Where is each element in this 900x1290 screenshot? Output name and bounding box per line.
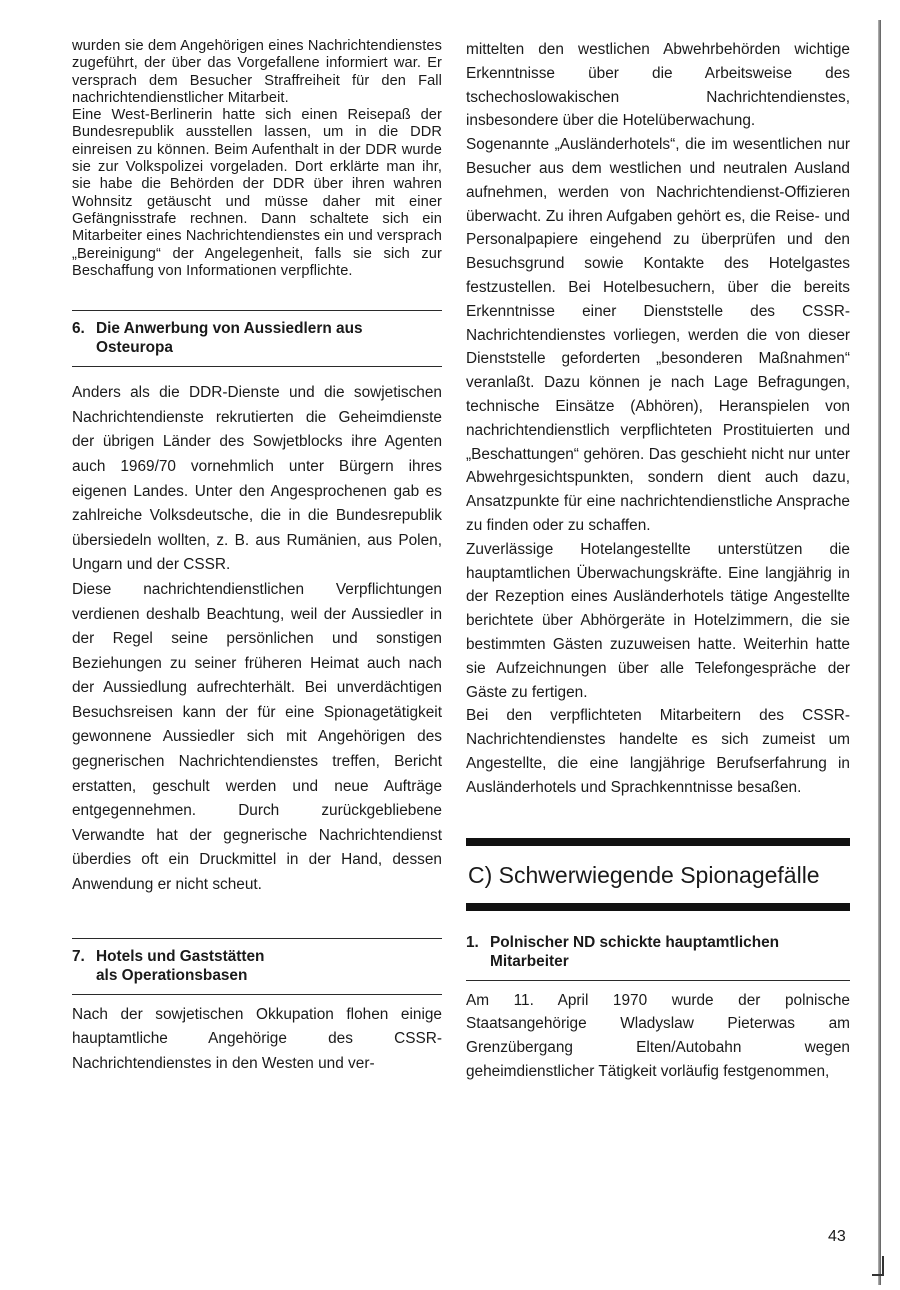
right-paragraph-1: mittelten den westlichen Abwehrbehörden wichtige Erkenntnisse über die Arbeitsweise des tschechoslowakischen Nachrichtendienstes, insbesondere über die Hotelüberwachung. — [466, 41, 850, 130]
left-column — [72, 38, 442, 1076]
section-6-paragraph-2: Diese nachrichtendienstlichen Verpflichtungen verdienen deshalb Beachtung, weil der Aussiedler in der Regel seine persönlichen und sonstigen Beziehungen zu seiner früheren Heimat auch nach der Aussiedlung aufrechterhält. Bei unverdächtigen Besuchsreisen kann der für eine Spionagetätigkeit gewonnene Aussiedler sich mit Angehörigen des gegnerischen Nachrichtendienstes treffen, Bericht erstatten, geschult werden und neue Aufträge entgegennehmen. Durch zurückgebliebene Verwandte hat der gegnerische Nachrichtendienst überdies oft ein Druckmittel in der Hand, dessen Anwendung er nicht scheut. — [72, 580, 442, 894]
chapter-title: C) Schwerwiegende Spionagefälle — [468, 861, 820, 888]
section-7-heading — [72, 947, 442, 985]
right-paragraph-4: Bei den verpflichteten Mitarbeitern des CSSR-Nachrichtendienstes handelte es sich zumeist um Angestellte, die eine langjährige Berufserfahrung in Ausländerhotels und Sprachkenntnisse besaßen. — [466, 707, 850, 796]
berlin-paragraph: Eine West-Berlinerin hatte sich einen Reisepaß der Bundesrepublik ausstellen lassen, um in die DDR einreisen zu können. Beim Aufenthalt in der DDR wurde sie zur Volkspolizei vorgeladen. Dort erklärte man ihr, sie habe die Behörden der DDR über ihren wahren Wohnsitz getäuscht und müsse daher mit einer Gefängnisstrafe rechnen. Dann schaltete sich ein Mitarbeiter eines Nachrichtendienstes ein und versprach „Bereinigung“ der Angelegenheit, falls sie sich zur Beschaffung von Informationen verpflichte. — [72, 107, 442, 279]
section-6-paragraph-1: Anders als die DDR-Dienste und die sowjetischen Nachrichtendienste rekrutierten die Geheimdienste der übrigen Länder des Sowjetblocks ihre Agenten auch 1969/70 vornehmlich unter Bürgern ihres eigenen Landes. Unter den Angesprochenen gab es zahlreiche Volksdeutsche, die in die Bundesrepublik übersiedeln wollten, z. B. aus Rumänien, aus Polen, Ungarn und der CSSR. — [72, 384, 442, 574]
section-7-paragraph-1: Nach der sowjetischen Okkupation flohen einige hauptamtliche Angehörige des CSSR-Nachrichtendienstes in den Westen und ver- — [72, 1005, 442, 1072]
intro-paragraph: wurden sie dem Angehörigen eines Nachrichtendienstes zugeführt, der über das Vorgefallene informiert war. Er versprach dem Besucher Straffreiheit für den Fall nachrichtendienstlicher Mitarbeit. — [72, 38, 442, 106]
right-paragraph-2: Sogenannte „Ausländerhotels“, die im wesentlichen nur Besucher aus dem westlichen und neutralen Ausland aufnehmen, werden von Nachrichtendienst-Offizieren überwacht. Zu ihren Aufgaben gehört es, die Reise- und Personalpapiere eingehend zu überprüfen und den Besuchsgrund sowie Kontakte des Hotelgastes festzustellen. Bei Hotelbesuchern, über die bereits Erkenntnisse einer Dienststelle des CSSR-Nachrichtendienstes vorliegen, werden die von dieser Dienststelle geforderten „besonderen Maßnahmen“ veranlaßt. Dazu können je nach Lage Befragungen, technische Einsätze (Abhören), Heranspielen von nachrichtendienstlich verpflichteten Prostituierten und „Beschattungen“ gehören. Das geschieht nicht nur unter Abwehrgesichtspunkten, sondern dient auch dazu, Ansatzpunkte für eine nachrichtendienstliche Ansprache zu finden oder zu schaffen. — [466, 136, 850, 534]
section-7-title-line-1: Hotels und Gaststätten — [96, 947, 265, 965]
page-edge-shadow — [878, 20, 881, 1285]
section-7-top-rule — [72, 938, 442, 939]
section-6-heading — [72, 319, 442, 357]
section-1-heading — [466, 933, 850, 971]
section-6-title: Die Anwerbung von Aussiedlern aus Osteuropa — [96, 320, 363, 357]
section-6-top-rule — [72, 310, 442, 311]
section-1-paragraph-1: Am 11. April 1970 wurde der polnische Staatsangehörige Wladyslaw Pieterwas am Grenzübergang Elten/Autobahn wegen geheimdienstlicher Tätigkeit vorläufig festgenommen, — [466, 991, 850, 1080]
right-paragraph-3: Zuverlässige Hotelangestellte unterstützen die hauptamtlichen Überwachungskräfte. Eine langjährig in der Rezeption eines Ausländerhotels tätige Angestellte berichtete über Abhörgeräte in Hotelzimmern, die sie bestimmten Gästen zuzuweisen hatte. Weiterhin hatte sie Aufzeichnungen über alle Telefongespräche der Gäste zu fertigen. — [466, 540, 850, 701]
section-7-title-line-2: als Operationsbasen — [96, 966, 248, 984]
section-1-title: Polnischer ND schickte hauptamtlichen Mitarbeiter — [490, 933, 780, 970]
right-column — [466, 38, 850, 1084]
page-number: 43 — [828, 1228, 846, 1245]
section-1-number: 1. — [466, 933, 479, 951]
chapter-bottom-bar — [466, 903, 850, 911]
chapter-top-bar — [466, 838, 850, 846]
page-corner-mark — [872, 1256, 884, 1276]
section-6-number: 6. — [72, 320, 85, 338]
section-7-number: 7. — [72, 947, 85, 965]
